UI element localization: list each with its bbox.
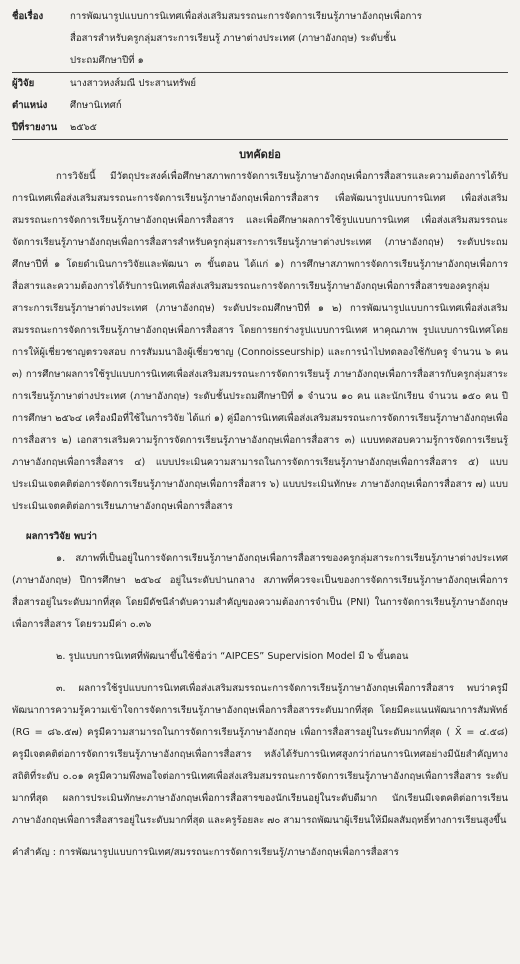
position-row [12,95,508,117]
title-line: การพัฒนารูปแบบการนิเทศเพื่อส่งเสริมสมรรถนะการจัดการเรียนรู้ภาษาอังกฤษเพื่อการ [70,11,422,22]
position-value: ศึกษานิเทศก์ [70,100,122,111]
year-label: ปีที่รายงาน [12,122,58,133]
keywords: คำสำคัญ : การพัฒนารูปแบบการนิเทศ/สมรรถนะการจัดการเรียนรู้/ภาษาอังกฤษเพื่อการสื่อสาร [12,847,399,858]
abstract-heading: บทคัดย่อ [239,148,281,161]
researcher-label: ผู้วิจัย [12,78,35,89]
title-row [12,6,508,72]
result-item-1: ๑. สภาพที่เป็นอยู่ในการจัดการเรียนรู้ภาษาอังกฤษเพื่อการสื่อสารของครูกลุ่มสาระการเรียนรู้ภาษาต่างประเทศ (ภาษาอังกฤษ) ปีการศึกษา ๒๕๖๔ อยู่ในระดับปานกลาง สภาพที่ควรจะเป็นของการจัดการเรียนรู้ภาษาอังกฤษเพื่อการสื่อสารอยู่ในระดับมากที่สุด โดยมีดัชนีลำดับความสำคัญของความต้องการจำเป็น (PNI) ในการจัดการเรียนรู้ภาษาอังกฤษเพื่อการสื่อสาร โดยรวมมีค่า ๐.๓๖ [12,553,508,630]
result-item-2: ๒. รูปแบบการนิเทศที่พัฒนาขึ้นใช้ชื่อว่า “AIPCES” Supervision Model มี ๖ ขั้นตอน [56,651,409,662]
result-item-3: ๓. ผลการใช้รูปแบบการนิเทศเพื่อส่งเสริมสมรรถนะการจัดการเรียนรู้ภาษาอังกฤษเพื่อการสื่อสาร พบว่าครูมีพัฒนาการความรู้ความเข้าใจการจัดการเรียนรู้ภาษาอังกฤษเพื่อการสื่อสารระดับมากที่สุด โดยมีคะแนนพัฒนาการสัมพัทธ์ (RG = ๘๖.๕๗) ครูมีความสามารถในการจัดการเรียนรู้ภาษาอังกฤษ เพื่อการสื่อสารอยู่ในระดับมากที่สุด ( X̄ = ๔.๕๘) ครูมีเจตคติต่อการจัดการเรียนรู้ภาษาอังกฤษเพื่อการสื่อสาร หลังได้รับการนิเทศสูงกว่าก่อนการนิเทศอย่างมีนัยสำคัญทางสถิติที่ระดับ ๐.๐๑ ครูมีความพึงพอใจต่อการนิเทศเพื่อส่งเสริมสมรรถนะการจัดการเรียนรู้ภาษาอังกฤษเพื่อการสื่อสาร ระดับมากที่สุด ผลการประเมินทักษะภาษาอังกฤษเพื่อการสื่อสารของนักเรียนอยู่ในระดับดีมาก นักเรียนมีเจตคติต่อการเรียนภาษาอังกฤษเพื่อการสื่อสารอยู่ในระดับมากที่สุด และครูร้อยละ ๗๐ สามารถพัฒนาผู้เรียนให้มีผลสัมฤทธิ์ทางการเรียนสูงขึ้น [12,683,508,826]
position-label: ตำแหน่ง [12,100,48,111]
year-value: ๒๕๖๕ [70,122,97,133]
results-heading: ผลการวิจัย พบว่า [26,531,98,542]
researcher-row [12,73,508,95]
abstract-paragraph: การวิจัยนี้ มีวัตถุประสงค์เพื่อศึกษาสภาพการจัดการเรียนรู้ภาษาอังกฤษเพื่อการสื่อสารและความต้องการได้รับการนิเทศเพื่อส่งเสริมสมรรถนะการจัดการเรียนรู้ภาษาอังกฤษเพื่อการสื่อสาร เพื่อพัฒนารูปแบบการนิเทศ เพื่อส่งเสริมสมรรถนะการจัดการเรียนรู้ภาษาอังกฤษเพื่อการสื่อสาร และเพื่อศึกษาผลการใช้รูปแบบการนิเทศ เพื่อส่งเสริมสมรรถนะจัดการเรียนรู้ภาษาอังกฤษเพื่อการสื่อสารสำหรับครูกลุ่มสาระการเรียนรู้ภาษาต่างประเทศ (ภาษาอังกฤษ) ระดับประถมศึกษาปีที่ ๑ โดยดำเนินการวิจัยและพัฒนา ๓ ขั้นตอน ได้แก่ ๑) การศึกษาสภาพการจัดการเรียนรู้ภาษาอังกฤษเพื่อการสื่อสารและความต้องการได้รับการนิเทศเพื่อส่งเสริมสมรรถนะการจัดการเรียนรู้ภาษาอังกฤษเพื่อการสื่อสารของครูกลุ่มสาระการเรียนรู้ภาษาต่างประเทศ (ภาษาอังกฤษ) ระดับประถมศึกษาปีที่ ๑ ๒) การพัฒนารูปแบบการนิเทศเพื่อส่งเสริมสมรรถนะการจัดการเรียนรู้ภาษาอังกฤษเพื่อการสื่อสาร โดยการยกร่างรูปแบบการนิเทศ หาคุณภาพ รูปแบบการนิเทศโดยการให้ผู้เชี่ยวชาญตรวจสอบ การสัมมนาอิงผู้เชี่ยวชาญ (Connoisseurship) และการนำไปทดลองใช้กับครู จำนวน ๖ คน ๓) การศึกษาผลการใช้รูปแบบการนิเทศเพื่อส่งเสริมสมรรถนะการจัดการเรียนรู้ ภาษาอังกฤษเพื่อการสื่อสารกับครูกลุ่มสาระการเรียนรู้ภาษาต่างประเทศ (ภาษาอังกฤษ) ระดับชั้นประถมศึกษาปีที่ ๑ จำนวน ๑๐ คน และนักเรียน จำนวน ๑๕๐ คน ปีการศึกษา ๒๕๖๔ เครื่องมือที่ใช้ในการวิจัย ได้แก่ ๑) คู่มือการนิเทศเพื่อส่งเสริมสมรรถนะการจัดการเรียนรู้ภาษาอังกฤษเพื่อการสื่อสาร ๒) เอกสารเสริมความรู้การจัดการเรียนรู้ภาษาอังกฤษเพื่อการสื่อสาร ๓) แบบทดสอบความรู้การจัดการเรียนรู้ภาษาอังกฤษเพื่อการสื่อสาร ๔) แบบประเมินความสามารถในการจัดการเรียนรู้ภาษาอังกฤษเพื่อการสื่อสาร ๕) แบบประเมินเจตคติต่อการจัดการเรียนรู้ภาษาอังกฤษเพื่อการสื่อสาร ๖) แบบประเมินทักษะ ภาษาอังกฤษเพื่อการสื่อสาร ๗) แบบประเมินเจตคติต่อการเรียนภาษาอังกฤษเพื่อการสื่อสาร [12,171,508,512]
divider [12,139,508,140]
title-line: ประถมศึกษาปีที่ ๑ [70,55,144,66]
title-line: สื่อสารสำหรับครูกลุ่มสาระการเรียนรู้ ภาษาต่างประเทศ (ภาษาอังกฤษ) ระดับชั้น [70,33,397,44]
researcher-value: นางสาวหงส์มณี ประสานทรัพย์ [70,78,197,89]
title-label: ชื่อเรื่อง [12,11,44,22]
title-value [70,6,508,72]
year-row [12,117,508,139]
